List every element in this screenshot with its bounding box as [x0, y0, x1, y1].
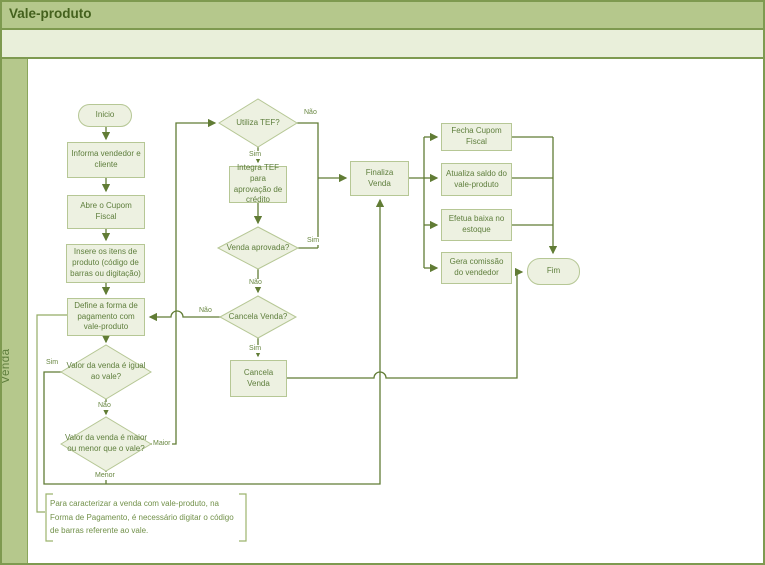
- edge-label-sim: Sim: [46, 359, 59, 366]
- node-inicio: Inicio: [78, 104, 132, 127]
- node-integra-tef: Integra TEF para aprovação de crédito: [229, 166, 287, 203]
- edge-label-sim: Sim: [249, 345, 262, 352]
- edge-label-nao: Não: [304, 109, 317, 116]
- edge-label-nao: Não: [98, 402, 111, 409]
- node-efetua-baixa: Efetua baixa no estoque: [441, 209, 512, 241]
- node-valor-igual-label: Valor da venda é igual ao vale?: [66, 361, 146, 381]
- edge-label-menor: Menor: [95, 472, 115, 479]
- decision-cancela-venda: [220, 296, 296, 338]
- node-abre-cupom: Abre o Cupom Fiscal: [67, 195, 145, 229]
- node-venda-aprovada-label: Venda aprovada?: [226, 242, 290, 252]
- node-define-forma: Define a forma de pagamento com vale-produto: [67, 298, 145, 336]
- decision-valor-maior-menor: [61, 417, 151, 471]
- node-cancela-venda-q-label: Cancela Venda?: [228, 311, 288, 321]
- node-informa-vendedor: Informa vendedor e cliente: [67, 142, 145, 178]
- edge-label-sim: Sim: [249, 151, 262, 158]
- edge-label-nao: Não: [249, 279, 262, 286]
- pool-title: Vale-produto: [9, 6, 92, 21]
- edge-label-maior: Maior: [153, 440, 171, 447]
- node-gera-comissao: Gera comissão do vendedor: [441, 252, 512, 284]
- node-fim: Fim: [527, 258, 580, 285]
- decision-utiliza-tef: [219, 99, 297, 147]
- node-cancela-venda: Cancela Venda: [230, 360, 287, 397]
- decision-valor-igual: [61, 345, 151, 399]
- node-finaliza-venda: Finaliza Venda: [350, 161, 409, 196]
- annotation-note: Para caracterizar a venda com vale-produto, na Forma de Pagamento, é necessário digitar o código de barras referente ao vale.: [50, 499, 234, 536]
- lane-label: Venda: [0, 348, 12, 384]
- node-atualiza-saldo: Atualiza saldo do vale-produto: [441, 163, 512, 196]
- edge-label-sim: Sim: [307, 237, 320, 244]
- edge-label-nao: Não: [199, 307, 212, 314]
- node-fecha-cupom: Fecha Cupom Fiscal: [441, 123, 512, 151]
- node-insere-itens: Insere os itens de produto (código de barras ou digitação): [66, 244, 145, 283]
- node-valor-maior-menor-label: Valor da venda é maior ou menor que o vale?: [64, 433, 148, 453]
- decision-venda-aprovada: [218, 227, 298, 269]
- node-utiliza-tef-label: Utiliza TEF?: [236, 117, 280, 127]
